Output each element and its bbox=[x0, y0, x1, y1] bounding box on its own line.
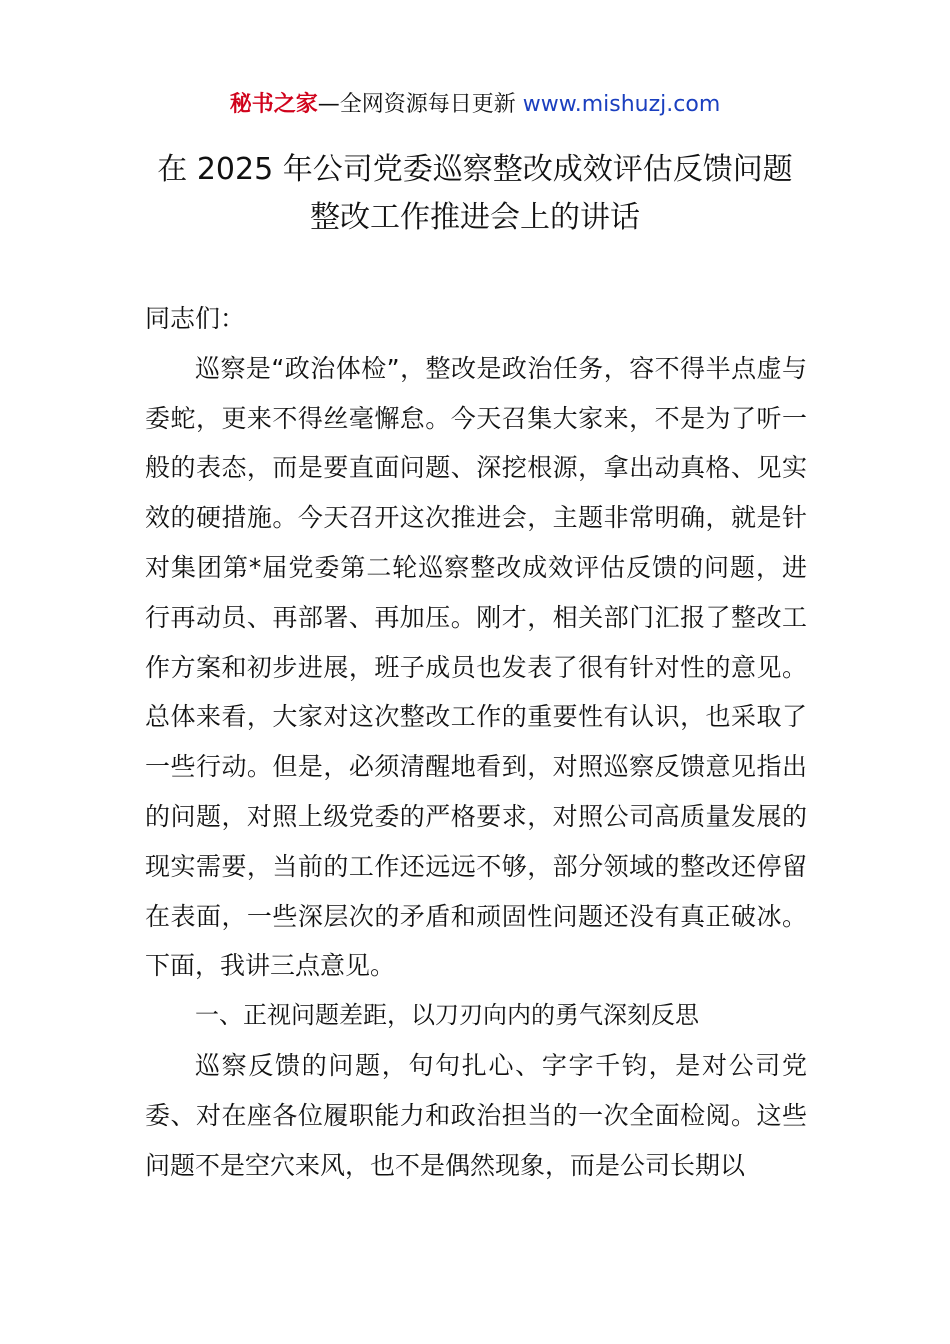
body-paragraph: 巡察是“政治体检”，整改是政治任务，容不得半点虚与委蛇，更来不得丝毫懈怠。今天召集大家来，不是为了听一般的表态，而是要直面问题、深挖根源，拿出动真格、见实效的硬措施。今天召开这次推进会，主题非常明确，就是针对集团第*届党委第二轮巡察整改成效评估反馈的问题，进行再动员、再部署、再加压。刚才，相关部门汇报了整改工作方案和初步进展，班子成员也发表了很有针对性的意见。总体来看，大家对这次整改工作的重要性有认识，也采取了一些行动。但是，必须清醒地看到，对照巡察反馈意见指出的问题，对照上级党委的严格要求，对照公司高质量发展的现实需要，当前的工作还远远不够，部分领域的整改还停留在表面，一些深层次的矛盾和顽固性问题还没有真正破冰。下面，我讲三点意见。 bbox=[145, 353, 807, 981]
title-line-1: 在 2025 年公司党委巡察整改成效评估反馈问题 bbox=[157, 152, 793, 187]
section-heading: 一、正视问题差距，以刀刃向内的勇气深刻反思 bbox=[195, 1001, 699, 1030]
document-title bbox=[0, 146, 950, 242]
body-paragraph: 巡察反馈的问题，句句扎心、字字千钧，是对公司党委、对在座各位履职能力和政治担当的一次全面检阅。这些问题不是空穴来风，也不是偶然现象，而是公司长期以 bbox=[145, 1050, 807, 1180]
site-url-link[interactable]: www.mishuzj.com bbox=[522, 92, 721, 117]
salutation: 同志们： bbox=[145, 304, 246, 333]
document-body bbox=[145, 294, 807, 1190]
site-header bbox=[0, 90, 950, 120]
title-line-2: 整改工作推进会上的讲话 bbox=[310, 200, 640, 235]
header-tagline: —全网资源每日更新 bbox=[317, 92, 516, 117]
brand-name[interactable]: 秘书之家 bbox=[229, 92, 318, 117]
